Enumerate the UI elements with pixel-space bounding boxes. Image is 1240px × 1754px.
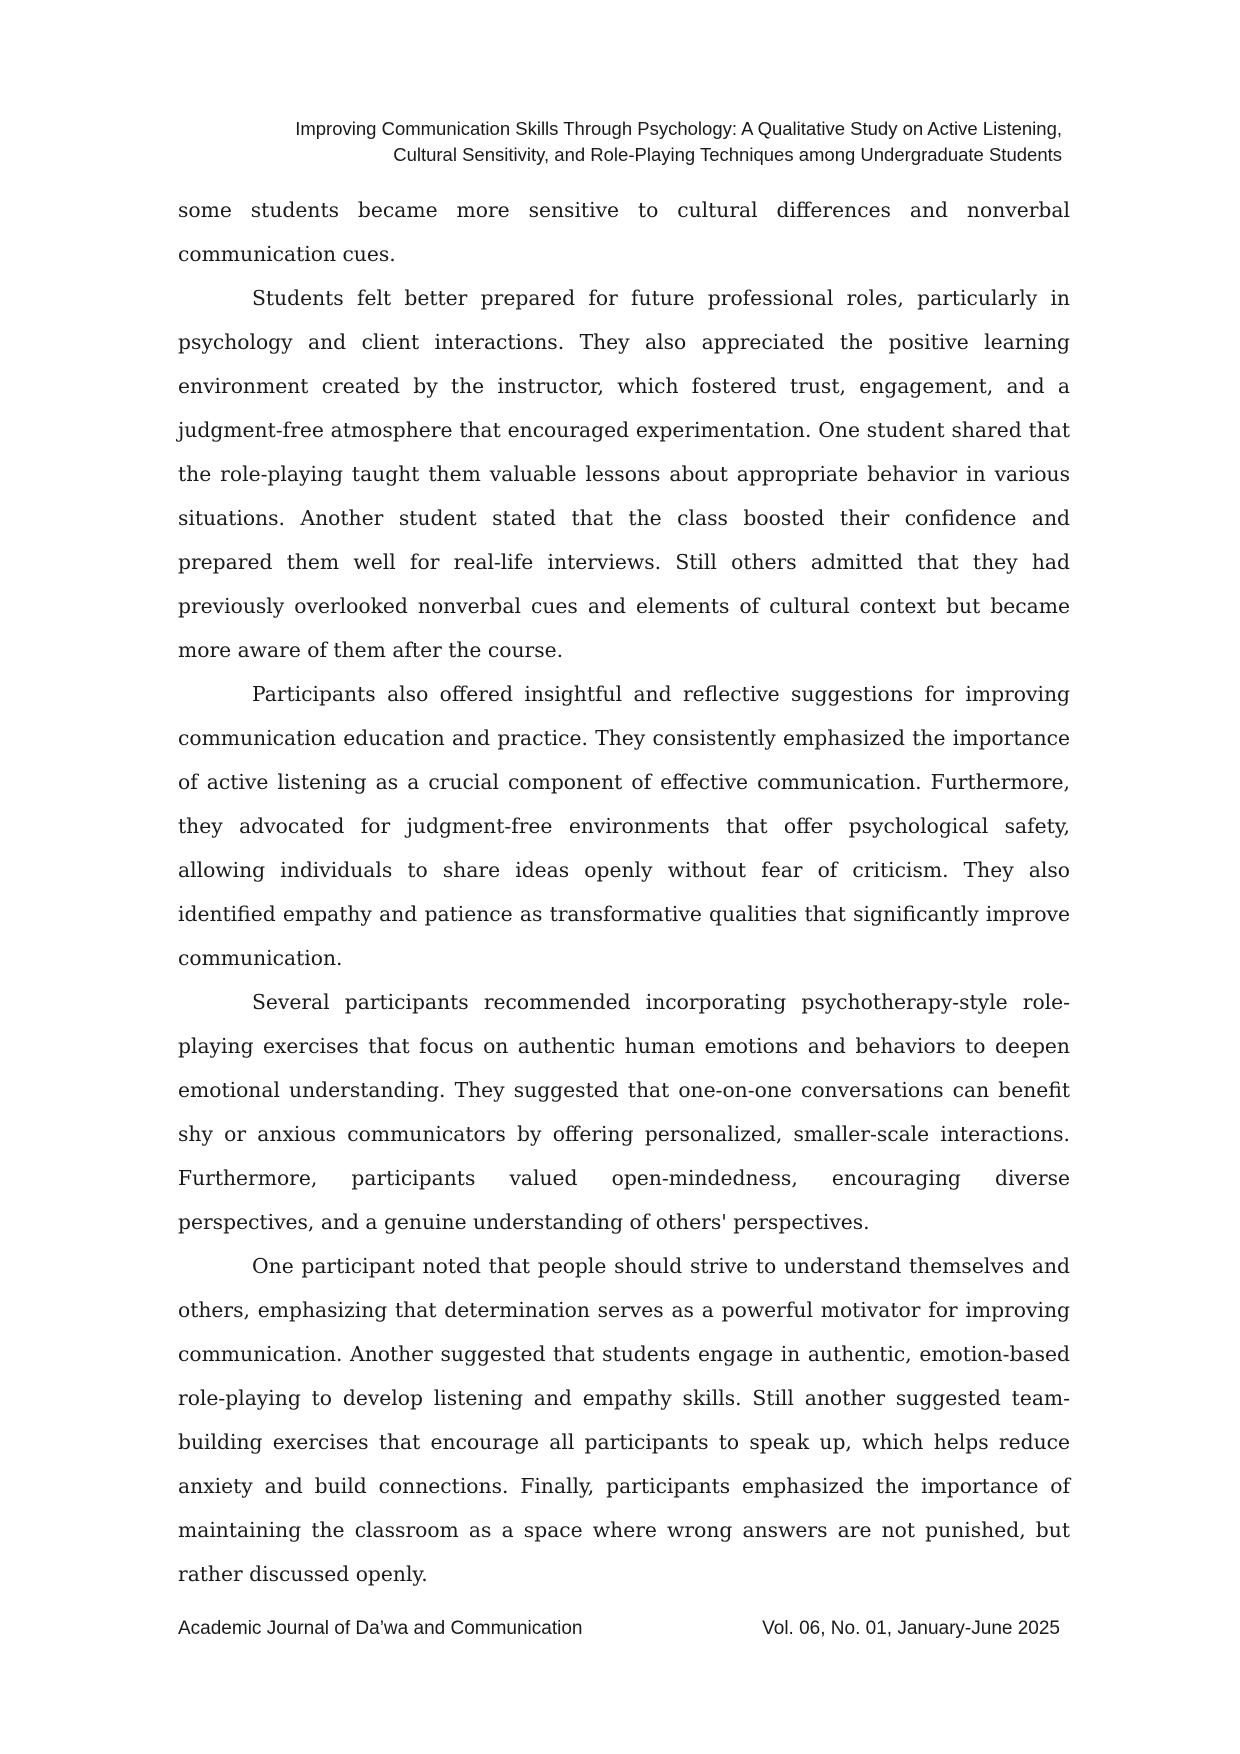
paragraph: Several participants recommended incorporating psychotherapy-style role-playing exercises that focus on authentic human emotions and behaviors to deepen emotional understanding. They suggested that one-on-one conversations can benefit shy or anxious communicators by offering personalized, smaller-scale interactions. Furthermore, participants valued open-mindedness, encouraging diverse perspectives, and a genuine understanding of others' perspectives. [178,990,1070,1234]
running-header-line-2: Cultural Sensitivity, and Role-Playing Techniques among Undergraduate Students [393,144,1062,165]
running-header [150,116,1062,168]
paragraph: One participant noted that people should strive to understand themselves and others, emphasizing that determination serves as a powerful motivator for improving communication. Another suggested that students engage in authentic, emotion-based role-playing to develop listening and empathy skills. Still another suggested team-building exercises that encourage all participants to speak up, which helps reduce anxiety and build connections. Finally, participants emphasized the importance of maintaining the classroom as a space where wrong answers are not punished, but rather discussed openly. [178,1254,1070,1586]
paragraph: Participants also offered insightful and reflective suggestions for improving communication education and practice. They consistently emphasized the importance of active listening as a crucial component of effective communication. Furthermore, they advocated for judgment-free environments that offer psychological safety, allowing individuals to share ideas openly without fear of criticism. They also identified empathy and patience as transformative qualities that significantly improve communication. [178,682,1070,970]
footer-journal-name: Academic Journal of Da’wa and Communication [178,1618,583,1639]
article-body [178,188,1070,1596]
footer-volume-info: Vol. 06, No. 01, January-June 2025 [762,1618,1060,1639]
running-header-line-1: Improving Communication Skills Through Psychology: A Qualitative Study on Active Listening, [295,118,1062,139]
paragraph: Students felt better prepared for future professional roles, particularly in psychology and client interactions. They also appreciated the positive learning environment created by the instructor, which fostered trust, engagement, and a judgment-free atmosphere that encouraged experimentation. One student shared that the role-playing taught them valuable lessons about appropriate behavior in various situations. Another student stated that the class boosted their confidence and prepared them well for real-life interviews. Still others admitted that they had previously overlooked nonverbal cues and elements of cultural context but became more aware of them after the course. [178,286,1070,662]
paragraph-continuation: some students became more sensitive to cultural differences and nonverbal communication cues. [178,198,1070,266]
